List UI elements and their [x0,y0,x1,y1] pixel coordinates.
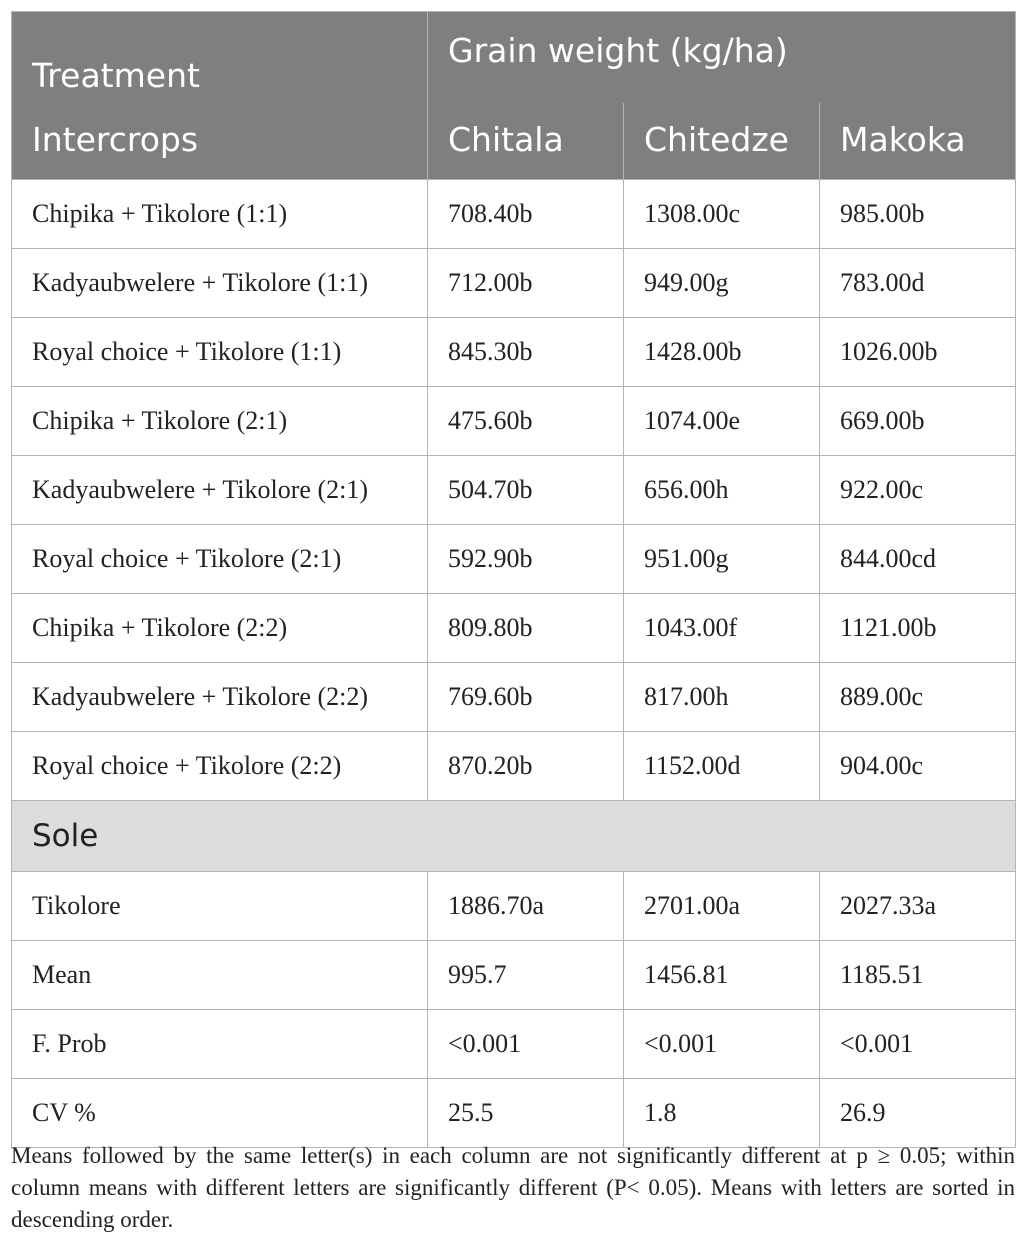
header-chitala: Chitala [428,103,624,180]
chitala-cell: 845.30b [428,318,624,387]
chitedze-cell: 1074.00e [624,387,820,456]
table-row [12,525,1016,594]
chitedze-cell: 951.00g [624,525,820,594]
table-row [12,456,1016,525]
chitedze-cell: 1456.81 [624,941,820,1010]
section-row-sole [12,801,1016,872]
table-row [12,180,1016,249]
header-makoka: Makoka [820,103,1016,180]
chitala-cell: <0.001 [428,1010,624,1079]
treatment-cell: Chipika + Tikolore (1:1) [12,180,428,249]
chitedze-cell: 1428.00b [624,318,820,387]
makoka-cell: 922.00c [820,456,1016,525]
treatment-cell: Royal choice + Tikolore (2:1) [12,525,428,594]
chitala-cell: 592.90b [428,525,624,594]
makoka-cell: 26.9 [820,1079,1016,1148]
chitedze-cell: 1043.00f [624,594,820,663]
table-footnote: Means followed by the same letter(s) in each column are not significantly different at p ≥ 0.05; within column means with different letters are significantly different (P< 0.05). Means with letters are sorted in descending order. [11,1143,1015,1232]
table-row [12,387,1016,456]
header-row-bottom [12,103,1016,180]
chitala-cell: 712.00b [428,249,624,318]
makoka-cell: 844.00cd [820,525,1016,594]
makoka-cell: 669.00b [820,387,1016,456]
chitedze-cell: 1308.00c [624,180,820,249]
treatment-cell: CV % [12,1079,428,1148]
chitala-cell: 504.70b [428,456,624,525]
chitedze-cell: 2701.00a [624,872,820,941]
header-row-top [12,12,1016,104]
chitala-cell: 708.40b [428,180,624,249]
makoka-cell: 1026.00b [820,318,1016,387]
header-treatment: Treatment [12,12,428,104]
chitala-cell: 870.20b [428,732,624,801]
table-row [12,941,1016,1010]
table-row [12,249,1016,318]
makoka-cell: 889.00c [820,663,1016,732]
chitala-cell: 769.60b [428,663,624,732]
treatment-cell: Royal choice + Tikolore (2:2) [12,732,428,801]
section-label-sole: Sole [12,801,1016,872]
treatment-cell: Chipika + Tikolore (2:1) [12,387,428,456]
table-row [12,1010,1016,1079]
header-chitedze: Chitedze [624,103,820,180]
table-row [12,872,1016,941]
makoka-cell: <0.001 [820,1010,1016,1079]
treatment-cell: F. Prob [12,1010,428,1079]
makoka-cell: 1121.00b [820,594,1016,663]
chitedze-cell: <0.001 [624,1010,820,1079]
treatment-cell: Mean [12,941,428,1010]
table-row [12,594,1016,663]
makoka-cell: 2027.33a [820,872,1016,941]
treatment-cell: Tikolore [12,872,428,941]
chitedze-cell: 1.8 [624,1079,820,1148]
makoka-cell: 783.00d [820,249,1016,318]
chitedze-cell: 949.00g [624,249,820,318]
header-intercrops: Intercrops [12,103,428,180]
chitedze-cell: 1152.00d [624,732,820,801]
treatment-cell: Kadyaubwelere + Tikolore (1:1) [12,249,428,318]
chitala-cell: 995.7 [428,941,624,1010]
grain-weight-table [11,11,1016,1148]
table-row [12,1079,1016,1148]
header-grain-weight: Grain weight (kg/ha) [428,12,1016,104]
chitala-cell: 25.5 [428,1079,624,1148]
makoka-cell: 1185.51 [820,941,1016,1010]
treatment-cell: Chipika + Tikolore (2:2) [12,594,428,663]
treatment-cell: Kadyaubwelere + Tikolore (2:1) [12,456,428,525]
table-row [12,732,1016,801]
treatment-cell: Kadyaubwelere + Tikolore (2:2) [12,663,428,732]
treatment-cell: Royal choice + Tikolore (1:1) [12,318,428,387]
table-row [12,318,1016,387]
makoka-cell: 904.00c [820,732,1016,801]
makoka-cell: 985.00b [820,180,1016,249]
chitala-cell: 809.80b [428,594,624,663]
chitedze-cell: 817.00h [624,663,820,732]
chitedze-cell: 656.00h [624,456,820,525]
chitala-cell: 1886.70a [428,872,624,941]
chitala-cell: 475.60b [428,387,624,456]
table-row [12,663,1016,732]
